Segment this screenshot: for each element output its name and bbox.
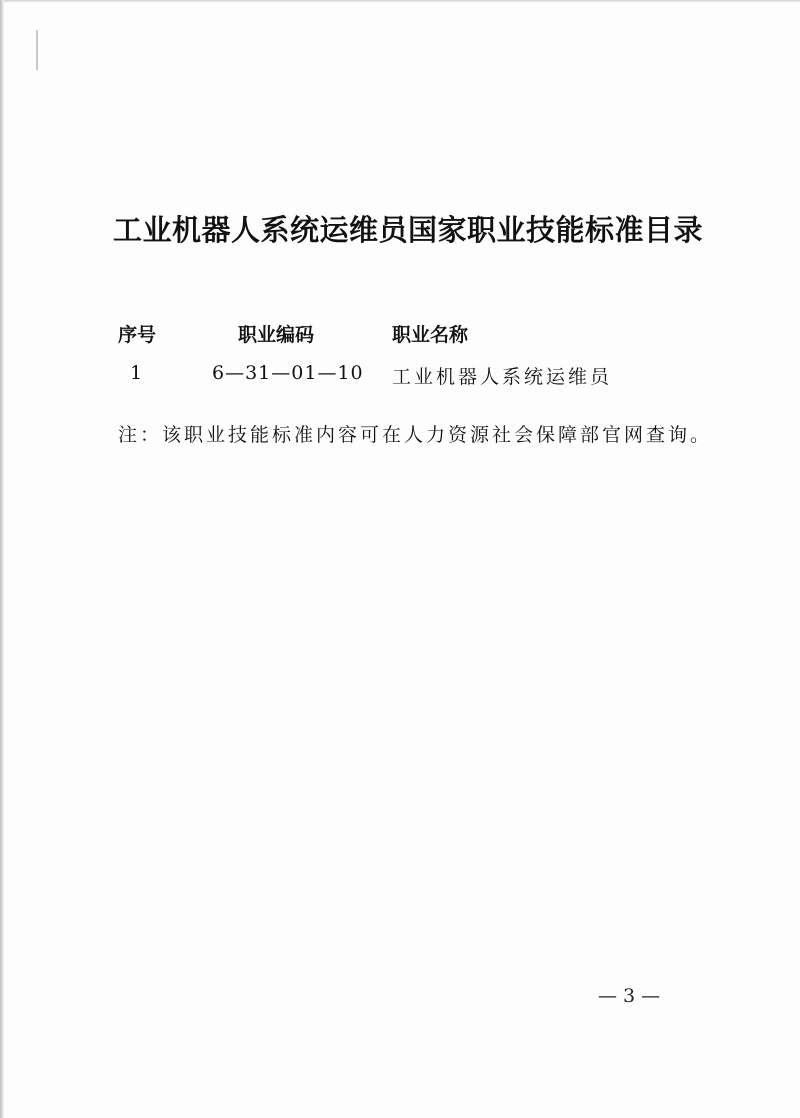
document-title: 工业机器人系统运维员国家职业技能标准目录 (113, 213, 704, 247)
row-name: 工业机器人系统运维员 (392, 366, 613, 388)
header-name: 职业名称 (392, 324, 469, 346)
scan-edge-left (0, 0, 4, 1118)
header-seq: 序号 (118, 324, 157, 346)
scan-edge-top (0, 0, 800, 3)
row-seq: 1 (130, 362, 143, 384)
scan-mark (36, 30, 38, 70)
header-code: 职业编码 (238, 324, 315, 346)
page-number: — 3 — (598, 985, 661, 1007)
note-text: 注：该职业技能标准内容可在人力资源社会保障部官网查询。 (118, 424, 713, 446)
row-code: 6—31—01—10 (212, 362, 364, 384)
